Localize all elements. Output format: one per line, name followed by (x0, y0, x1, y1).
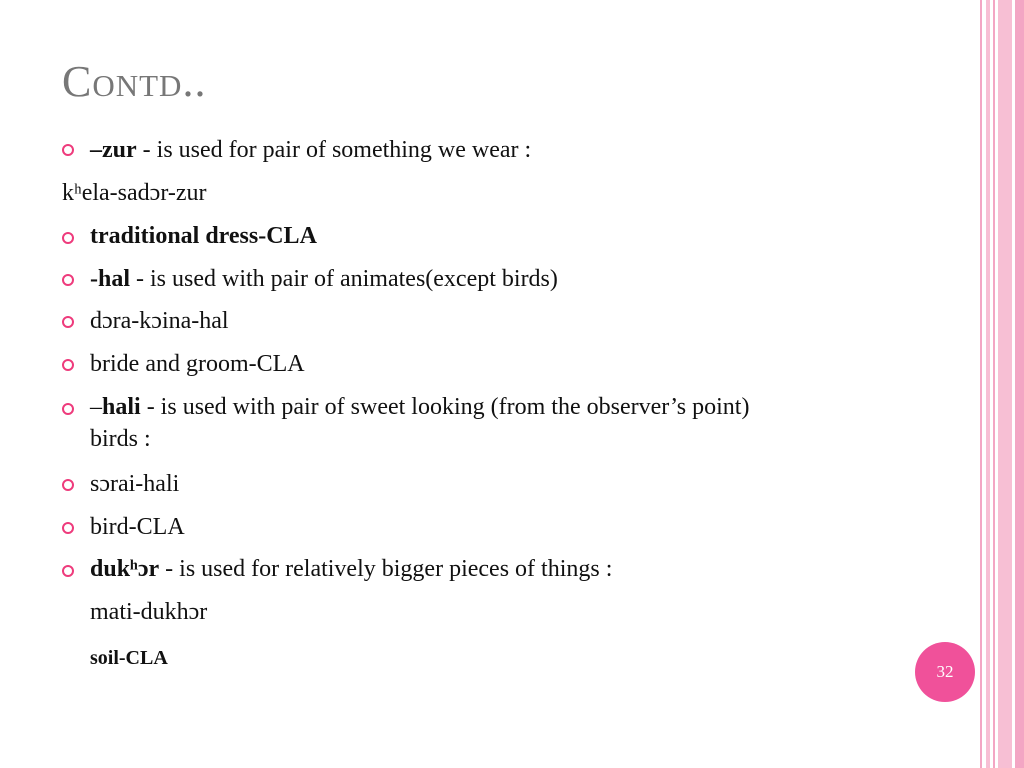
example-line (90, 596, 207, 628)
description: - is used with pair of sweet looking (from the observer’s point) birds : (90, 394, 750, 452)
list-item (90, 468, 179, 500)
example-text: sɔrai-hali (90, 471, 180, 497)
bullet-icon (62, 144, 74, 156)
term: –zur (90, 137, 137, 163)
bullet-icon (62, 479, 74, 491)
list-item (90, 391, 770, 455)
description: - is used with pair of animates(except birds) (130, 266, 558, 292)
example-line (90, 642, 168, 674)
page-number-badge (915, 642, 975, 702)
gloss: soil-CLA (90, 647, 168, 669)
decorative-stripe (986, 0, 990, 768)
list-item (90, 263, 558, 295)
decorative-stripe (980, 0, 982, 768)
decorative-stripe (1015, 0, 1024, 768)
bullet-icon (62, 359, 74, 371)
list-item (90, 305, 229, 337)
list-item (90, 553, 612, 585)
example-text: mati-dukhɔr (90, 599, 208, 625)
example-line (62, 177, 206, 209)
page-number: 32 (936, 662, 954, 681)
example-text: kʰela-sadɔr-zur (62, 180, 207, 206)
gloss-text: bird-CLA (90, 514, 185, 540)
bullet-icon (62, 565, 74, 577)
list-item (90, 134, 531, 166)
bullet-icon (62, 522, 74, 534)
bullet-icon (62, 403, 74, 415)
gloss: traditional dress-CLA (90, 223, 317, 249)
decorative-stripe (993, 0, 995, 768)
term: hali (102, 394, 141, 420)
bullet-icon (62, 274, 74, 286)
description: - is used for pair of something we wear : (136, 137, 532, 163)
example-text: dɔra-kɔina-hal (90, 308, 229, 334)
bullet-icon (62, 316, 74, 328)
dash: – (90, 394, 102, 420)
description: - is used for relatively bigger pieces of things : (159, 556, 613, 582)
list-item (90, 220, 317, 252)
list-item (90, 348, 305, 380)
term: -hal (90, 266, 131, 292)
decorative-stripe (998, 0, 1012, 768)
list-item (90, 511, 185, 543)
term: dukʰɔr (90, 556, 160, 582)
slide-title: Contd.. (62, 57, 207, 106)
gloss-text: bride and groom-CLA (90, 351, 305, 377)
bullet-icon (62, 232, 74, 244)
